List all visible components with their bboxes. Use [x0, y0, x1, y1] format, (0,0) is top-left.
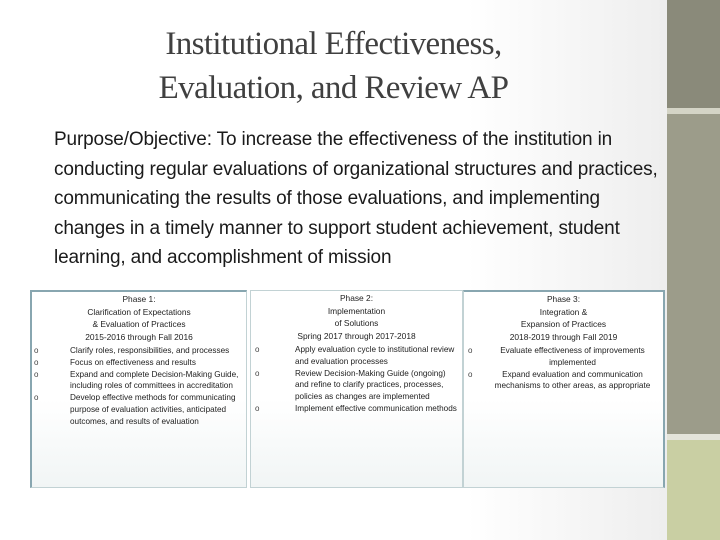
phases-table [30, 290, 665, 488]
side-band-top [667, 0, 720, 108]
list-item [251, 344, 462, 367]
list-item-text: Evaluate effectiveness of improvements implemented [500, 346, 645, 368]
side-band-middle [667, 114, 720, 434]
bullet-icon: o [34, 369, 39, 379]
phase-3-column [463, 290, 665, 488]
phase-2-heading [251, 292, 462, 342]
phase-2-heading-line: Phase 2: [339, 293, 374, 303]
list-item-text: Implement effective communication methods [295, 403, 457, 413]
phase-3-heading-line: 2018-2019 through Fall 2019 [509, 331, 618, 342]
phase-2-list [251, 344, 462, 414]
phase-1-heading-line: Phase 1: [122, 294, 156, 304]
phase-3-heading-line: Expansion of Practices [520, 319, 607, 330]
phase-3-heading [464, 293, 663, 343]
list-item-text: Apply evaluation cycle to institutional review and evaluation processes [295, 345, 455, 367]
bullet-icon: o [468, 346, 473, 356]
list-item-text: Focus on effectiveness and results [70, 358, 196, 368]
purpose-statement: Purpose/Objective: To increase the effectiveness of the institution in conducting regular evaluations of organizational structures and practices, communicating the results of those evaluations, and implementing changes in a timely manner to support student achievement, student learning, and accomplishment of mission [54, 129, 658, 268]
list-item-text: Clarify roles, responsibilities, and processes [70, 346, 230, 356]
phase-2-column [250, 290, 463, 488]
list-item-text: Expand evaluation and communication mechanisms to other areas, as appropriate [494, 369, 651, 391]
bullet-icon: o [255, 403, 260, 413]
phase-1-heading-line: Clarification of Expectations [87, 306, 191, 317]
phase-3-heading-line: Integration & [539, 306, 588, 317]
phase-2-heading-line: Implementation [327, 305, 386, 316]
list-item [32, 369, 246, 392]
phase-1-heading [32, 293, 246, 343]
phase-3-list [464, 345, 663, 392]
bullet-icon: o [34, 358, 39, 368]
list-item [251, 368, 462, 403]
bullet-icon: o [255, 368, 260, 378]
phase-1-column [30, 290, 247, 488]
list-item-text: Review Decision-Making Guide (ongoing) and refine to clarify practices, processes, policies as changes are implemented [295, 368, 446, 402]
bullet-icon: o [34, 393, 39, 403]
phase-2-heading-line: Spring 2017 through 2017-2018 [297, 330, 416, 341]
side-band-bottom [667, 440, 720, 540]
slide-title [0, 22, 667, 110]
list-item [464, 345, 663, 368]
bullet-icon: o [255, 345, 260, 355]
list-item [32, 357, 246, 369]
title-line-2: Evaluation, and Review AP [158, 70, 509, 106]
list-item [251, 403, 462, 415]
phase-3-heading-line: Phase 3: [546, 294, 581, 304]
list-item-text: Expand and complete Decision-Making Guide, including roles of committees in accreditation [70, 369, 239, 391]
phase-1-list [32, 345, 246, 427]
list-item-text: Develop effective methods for communicating purpose of evaluation activities, anticipated outcomes, and results of evaluation [70, 393, 236, 426]
phase-2-heading-line: of Solutions [334, 318, 379, 329]
phase-1-heading-line: 2015-2016 through Fall 2016 [85, 331, 193, 342]
phase-1-heading-line: & Evaluation of Practices [92, 319, 186, 330]
bullet-icon: o [468, 369, 473, 379]
title-line-1: Institutional Effectiveness, [165, 26, 502, 62]
bullet-icon: o [34, 346, 39, 356]
list-item [32, 392, 246, 427]
list-item [464, 369, 663, 392]
list-item [32, 345, 246, 357]
